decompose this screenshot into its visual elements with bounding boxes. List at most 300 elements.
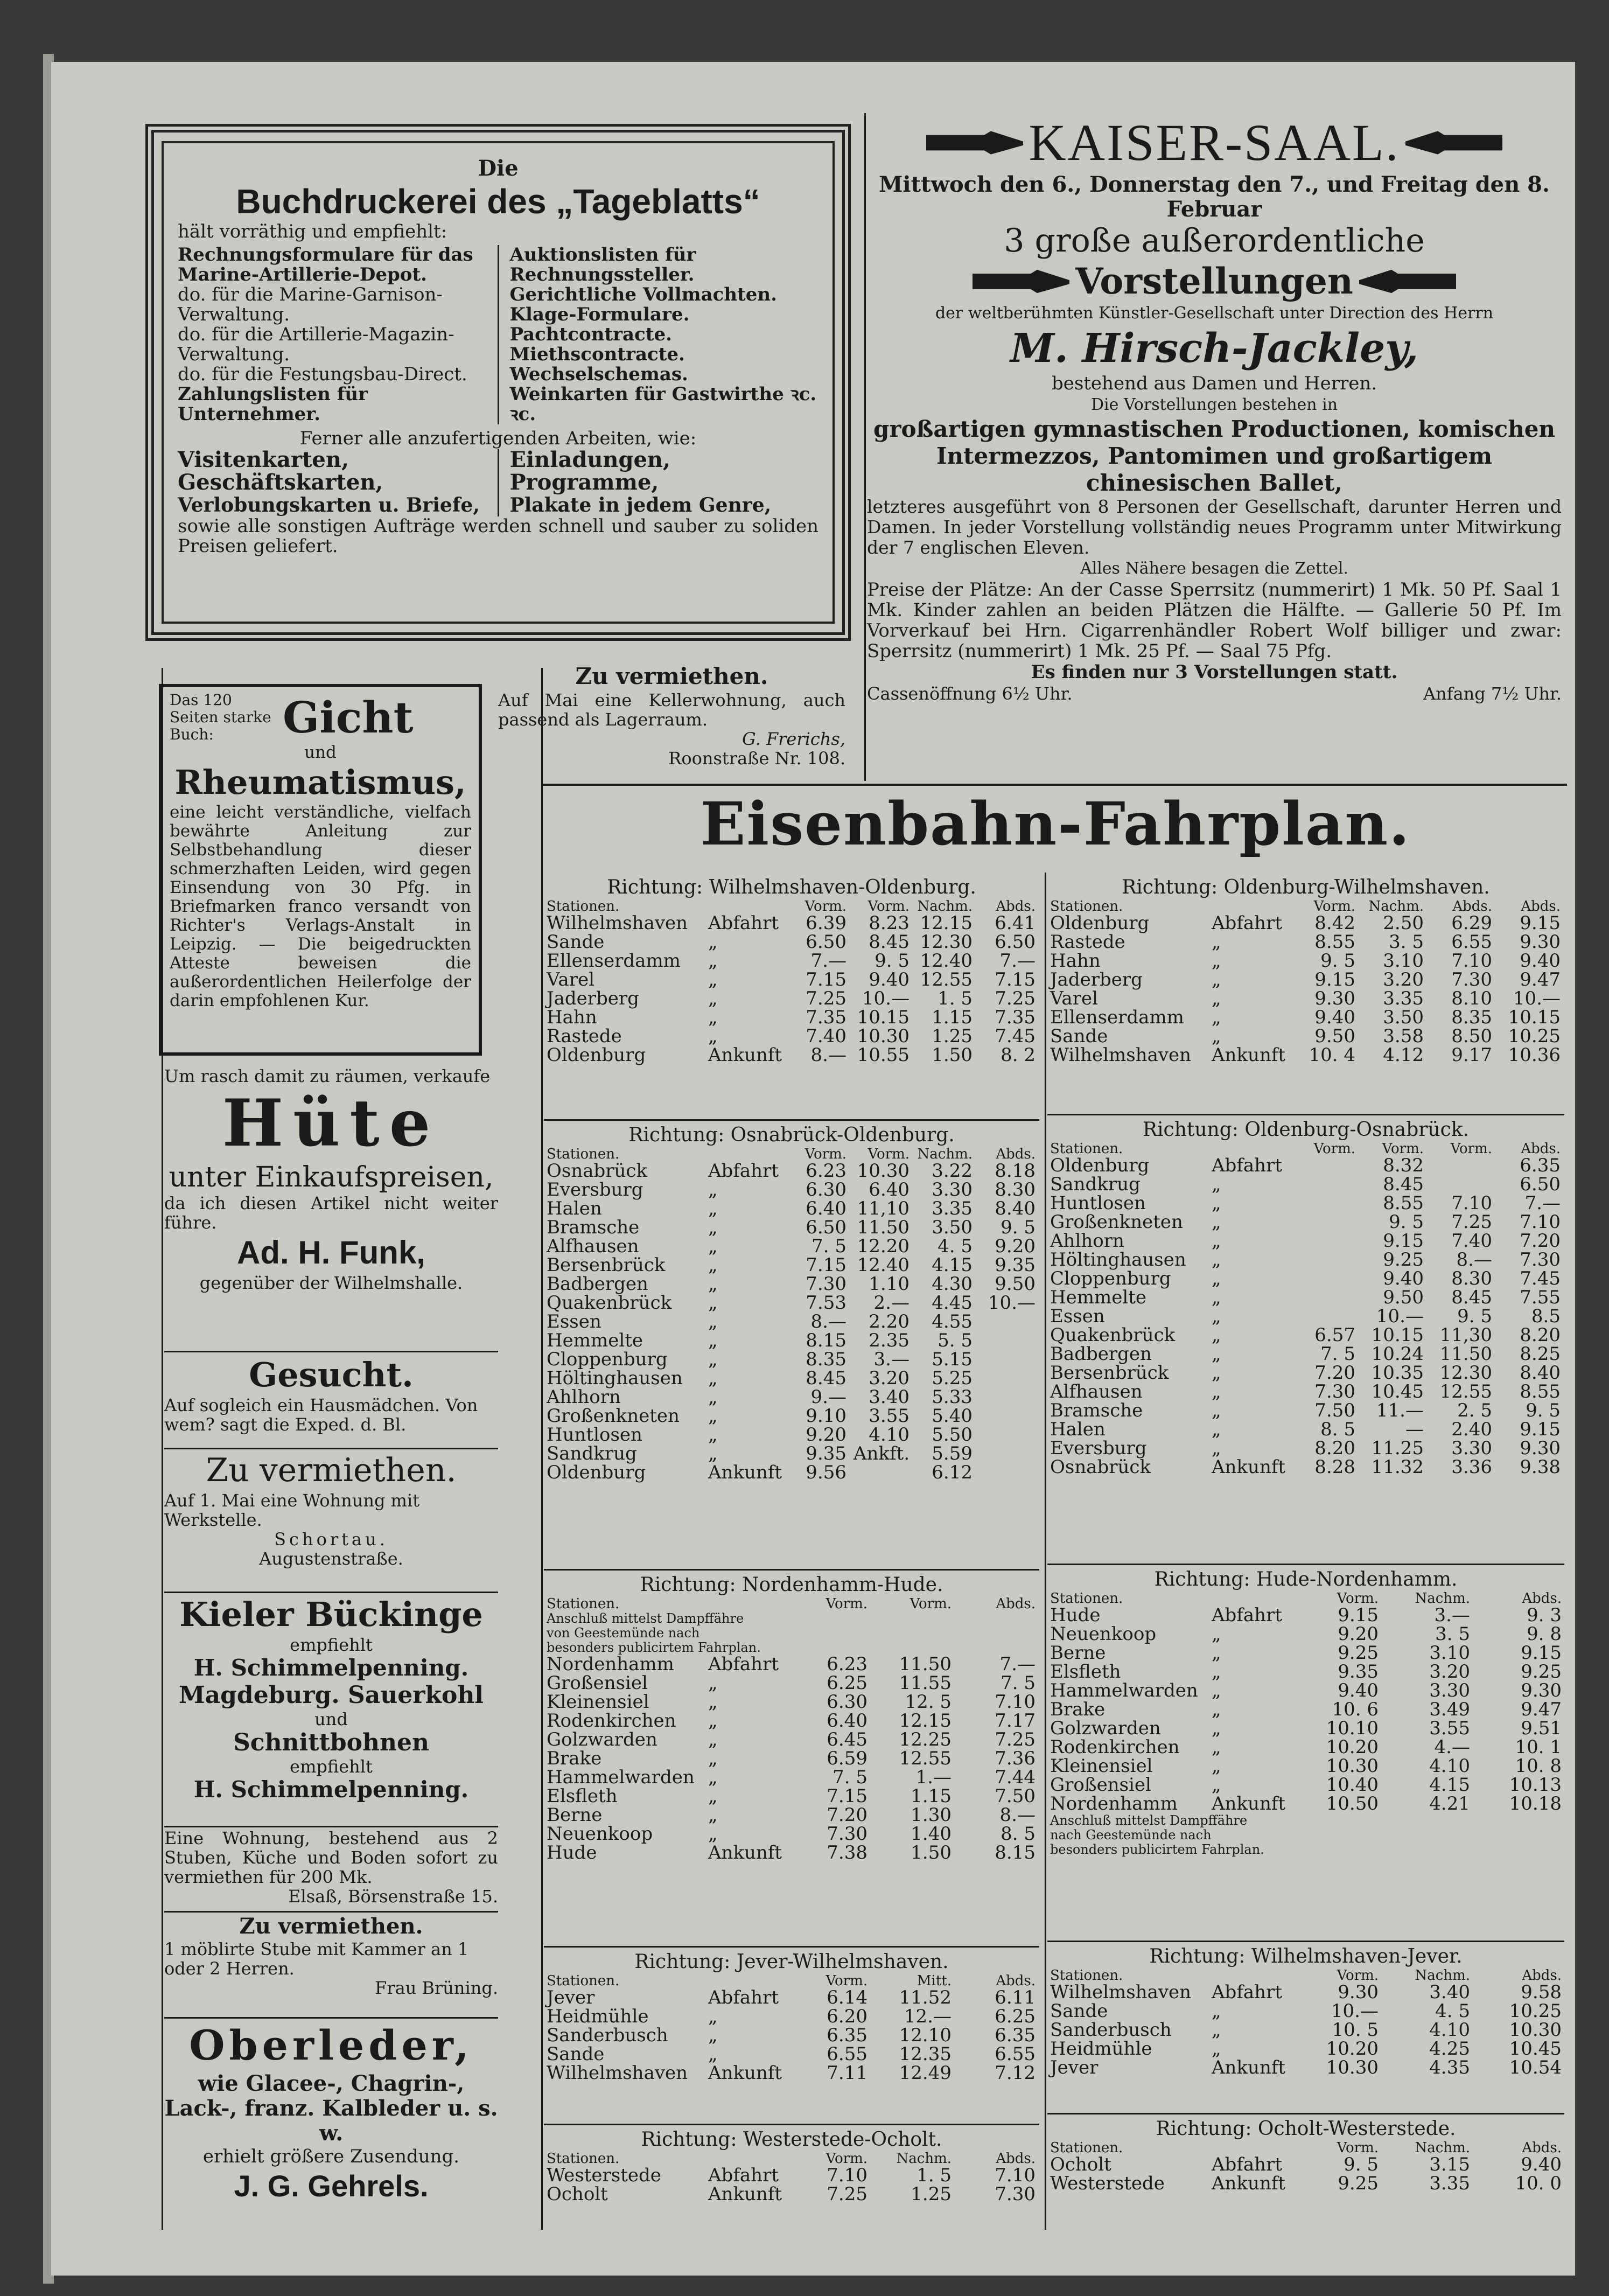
ad-left-col2: [178, 449, 499, 517]
station-name: Westerstede: [547, 2165, 661, 2186]
departure-time: 1.15: [932, 1007, 973, 1028]
timetable-column-header: Stationen.: [547, 1146, 620, 1162]
departure-time: 10. 4: [1309, 1044, 1355, 1066]
gesucht-body: Auf sogleich ein Hausmädchen. Von wem? sagt die Exped. d. Bl.: [164, 1395, 478, 1435]
station-name: Höltinghausen: [1050, 1249, 1186, 1271]
departure-time: 3.20: [1429, 1661, 1470, 1683]
kieler-und: und: [314, 1709, 348, 1729]
station-name: Bramsche: [1050, 1400, 1143, 1421]
departure-time: [1424, 1175, 1492, 1194]
pointing-hand-icon: [973, 267, 1069, 296]
departure-time: 8.—: [810, 1311, 847, 1332]
station-name: Neuenkoop: [1050, 1623, 1157, 1645]
departure-time: 3.40: [869, 1386, 910, 1408]
departure-time: 8.18: [995, 1160, 1036, 1182]
departure-time: 12.20: [857, 1236, 910, 1257]
timetable-row: [1050, 1795, 1562, 1813]
arrival-departure: „: [1212, 988, 1221, 1009]
departure-time: 8.15: [806, 1330, 847, 1351]
timetable-row: [1050, 1625, 1562, 1644]
timetable: [547, 1952, 1037, 2083]
arrival-departure: Ankunft: [1212, 2057, 1286, 2078]
ad-right-item: Miethscontracte.: [509, 344, 685, 365]
timetable-column-header: Stationen.: [1050, 1967, 1123, 1984]
timetable-row: [1050, 2174, 1562, 2193]
departure-time: 9. 5: [875, 950, 910, 972]
timetable-separator: [1047, 2113, 1564, 2114]
departure-time: 9.15: [1520, 912, 1561, 934]
departure-time: 6.50: [806, 1217, 847, 1238]
arrival-departure: „: [1212, 2000, 1221, 2022]
departure-time: 2.20: [869, 1311, 910, 1332]
station-name: Essen: [1050, 1306, 1105, 1327]
station-name: Alfhausen: [1050, 1381, 1143, 1402]
vermiethen1-body: Auf Mai eine Kellerwohnung, auch passend als Lagerraum.: [498, 690, 845, 730]
timetable-row: [547, 2064, 1037, 2083]
timetable-column-header: Vorm.: [868, 898, 910, 915]
departure-time: [1287, 1307, 1355, 1326]
timetable-row: [547, 1768, 1037, 1787]
ad-vermiethen-1: [498, 662, 845, 768]
arrival-departure: „: [1212, 1324, 1221, 1346]
ad-title: Buchdruckerei des „Tageblatts“: [236, 182, 760, 221]
arrival-departure: „: [1212, 2019, 1221, 2041]
departure-time: 12.49: [899, 2062, 952, 2084]
station-name: Jever: [547, 1987, 595, 2008]
arrival-departure: „: [1212, 1192, 1221, 1214]
departure-time: 7.15: [827, 1785, 868, 1807]
arrival-departure: Abfahrt: [708, 912, 779, 934]
timetable-row: [1050, 952, 1562, 971]
oberleder-erh: erhielt größere Zusendung.: [202, 2146, 460, 2167]
departure-time: [1287, 1269, 1355, 1288]
timetable-note: Anschluß mittelst Dampffähre von Geestemünde nach besonders publicirtem Fahrplan.: [547, 1611, 761, 1655]
timetable-row: [1050, 2155, 1562, 2174]
station-name: Sande: [547, 2043, 605, 2065]
departure-time: 9.50: [995, 1273, 1036, 1295]
departure-time: 4. 5: [1435, 2000, 1470, 2022]
timetable-row: [547, 1294, 1037, 1313]
departure-time: 10. 5: [1332, 2019, 1379, 2041]
timetable-row: [1050, 1458, 1562, 1477]
departure-time: 1.40: [911, 1823, 952, 1845]
station-name: Ocholt: [1050, 2154, 1111, 2175]
timetable-row: [547, 1275, 1037, 1294]
arrival-departure: „: [708, 1007, 718, 1028]
departure-time: 9.40: [1314, 1007, 1355, 1028]
ad-left2-item: Visitenkarten,: [178, 447, 349, 472]
departure-time: 5.59: [932, 1443, 973, 1464]
timetable-row: [547, 1350, 1037, 1369]
departure-time: 3.10: [1429, 1642, 1470, 1664]
departure-time: [973, 1313, 1036, 1331]
timetable-row: [547, 1844, 1037, 1862]
arrival-departure: „: [1212, 950, 1221, 972]
column-rule: [541, 668, 543, 2230]
timetable-title: Richtung: Ocholt-Westerstede.: [1156, 2118, 1456, 2140]
departure-time: 8.25: [1520, 1343, 1561, 1365]
kaisersaal-prog: großartigen gymnastischen Productionen, komischen Intermezzos, Pantomimen und großartigem chinesischen Ballet,: [873, 416, 1556, 496]
station-name: Essen: [547, 1311, 601, 1332]
station-name: Sandkrug: [1050, 1174, 1141, 1195]
ad-vermiethen-3: [164, 1914, 498, 1998]
vermiethen3-title: Zu vermiethen.: [239, 1914, 423, 1939]
arrival-departure: Ankunft: [708, 1842, 782, 1864]
ad-right-col: [499, 245, 819, 424]
timetable-column-header: Stationen.: [1050, 2140, 1123, 2156]
timetable-column-header: Vorm.: [1337, 1967, 1379, 1984]
arrival-departure: „: [1212, 1419, 1221, 1440]
departure-time: 9.20: [995, 1236, 1036, 1257]
huete-body: da ich diesen Artikel nicht weiter führe.: [164, 1193, 498, 1233]
arrival-departure: „: [1212, 931, 1221, 953]
departure-time: 10.30: [1326, 1755, 1379, 1777]
timetable-row: [1050, 1232, 1562, 1251]
ad-left-item: do. für die Festungsbau-Direct.: [178, 364, 467, 385]
station-name: Hemmelte: [547, 1330, 643, 1351]
timetable-column-header: [708, 2151, 783, 2166]
oberleder-title: Oberleder,: [189, 2021, 473, 2069]
departure-time: 9.38: [1520, 1456, 1561, 1478]
timetable-row: [1050, 1439, 1562, 1458]
ad-separator: [164, 1826, 498, 1827]
departure-time: 6.50: [806, 931, 847, 953]
vermiethen1-addr: Roonstraße Nr. 108.: [668, 748, 845, 769]
departure-time: 7.30: [806, 1273, 847, 1295]
timetable: [1050, 1570, 1562, 1857]
arrival-departure: „: [1212, 1025, 1221, 1047]
arrival-departure: „: [1212, 1774, 1221, 1796]
timetable: [1050, 1947, 1562, 2077]
departure-time: 1.—: [915, 1767, 952, 1788]
ad-left2-item: Geschäftskarten,: [178, 470, 383, 495]
ad-footer: sowie alle sonstigen Aufträge werden schnell und sauber zu soliden Preisen geliefert.: [178, 515, 819, 557]
departure-time: [973, 1407, 1036, 1426]
arrival-departure: „: [1212, 1268, 1221, 1289]
departure-time: 9.15: [1521, 1642, 1562, 1664]
departure-time: 3.36: [1451, 1456, 1492, 1478]
ad-ferner: Ferner alle anzufertigenden Arbeiten, wie:: [299, 428, 697, 449]
station-name: Wilhelmshaven: [547, 912, 688, 934]
departure-time: 3.35: [932, 1198, 973, 1219]
departure-time: 8.30: [995, 1179, 1036, 1201]
gicht-title2: Rheumatismus,: [174, 763, 466, 802]
departure-time: 6.55: [995, 2043, 1036, 2065]
departure-time: 10.—: [862, 988, 910, 1009]
timetable-column-header: Vorm.: [1313, 1141, 1355, 1157]
departure-time: 7.11: [827, 2062, 868, 2084]
timetable-title: Richtung: Westerstede-Ocholt.: [641, 2128, 942, 2151]
timetable-column-header: Abds.: [1521, 898, 1561, 915]
departure-time: 12.35: [899, 2043, 952, 2065]
timetable-row: [547, 1162, 1037, 1181]
timetable-row: [547, 1825, 1037, 1844]
arrival-departure: „: [708, 1367, 718, 1389]
departure-time: 10. 8: [1515, 1755, 1562, 1777]
departure-time: 1. 5: [917, 2165, 952, 2186]
timetable-row: [547, 1407, 1037, 1426]
timetable-column-header: Nachm.: [917, 898, 973, 915]
ad-separator: [164, 1448, 498, 1449]
departure-time: 12.40: [920, 950, 973, 972]
departure-time: 6.45: [827, 1729, 868, 1750]
ad-right-item: Auktionslisten für Rechnungssteller.: [509, 244, 696, 285]
timetable-column-header: Mitt.: [917, 1973, 952, 1989]
timetable-column-header: [708, 1596, 783, 1611]
departure-time: 9.30: [1338, 1981, 1379, 2003]
kieler-t2: Magdeburg. Sauerkohl: [178, 1681, 484, 1709]
departure-time: 3.—: [873, 1349, 910, 1370]
timetable-column-header: Stationen.: [547, 1973, 620, 1989]
departure-time: 10.—: [988, 1292, 1036, 1314]
departure-time: 4.55: [932, 1311, 973, 1332]
departure-time: 7. 5: [1320, 1343, 1355, 1365]
ad-right2-item: Einladungen,: [509, 447, 670, 472]
station-name: Badbergen: [1050, 1343, 1152, 1365]
arrival-departure: „: [1212, 1211, 1221, 1233]
arrival-departure: „: [1212, 1661, 1221, 1683]
arrival-departure: Abfahrt: [1212, 912, 1282, 934]
arrival-departure: „: [1212, 1680, 1221, 1701]
departure-time: 10.13: [1509, 1774, 1562, 1796]
departure-time: 12.—: [904, 2006, 952, 2027]
timetable-column-header: Nachm.: [1415, 1590, 1470, 1607]
departure-time: [1287, 1175, 1355, 1194]
departure-time: 6.39: [806, 912, 847, 934]
departure-time: 9.17: [1451, 1044, 1492, 1066]
departure-time: 8.45: [869, 931, 910, 953]
departure-time: 6.55: [827, 2043, 868, 2065]
arrival-departure: „: [1212, 1755, 1221, 1777]
timetable-header-row: [1050, 2140, 1562, 2155]
station-name: Rastede: [547, 1025, 622, 1047]
kaisersaal-name: M. Hirsch-Jackley,: [1010, 325, 1418, 372]
departure-time: 1.25: [932, 1025, 973, 1047]
departure-time: 8. 5: [1001, 1823, 1036, 1845]
station-name: Huntlosen: [1050, 1192, 1146, 1214]
arrival-departure: „: [1212, 1343, 1221, 1365]
departure-time: 3.50: [932, 1217, 973, 1238]
huete-addr: gegenüber der Wilhelmshalle.: [199, 1273, 463, 1293]
kaisersaal-vorstellungen: Vorstellungen: [1075, 260, 1353, 302]
timetable-row: [547, 1444, 1037, 1463]
kaisersaal-letzteres: letzteres ausgeführt von 8 Personen der Gesellschaft, darunter Herren und Damen. In jeder Vorstellung vollständig neues Programm unter Mitwirkung der 7 englischen Eleven.: [867, 496, 1562, 558]
departure-time: 10. 6: [1332, 1699, 1379, 1720]
departure-time: 7.20: [1314, 1362, 1355, 1384]
kieler-emp: empfiehlt: [290, 1635, 373, 1655]
ad-buchdruckerei: [178, 156, 819, 556]
timetable-column-header: Stationen.: [547, 898, 620, 915]
timetable-row: [1050, 2040, 1562, 2058]
departure-time: 8.—: [999, 1804, 1036, 1826]
departure-time: 3.58: [1383, 1025, 1424, 1047]
timetable-row: [547, 971, 1037, 989]
departure-time: [973, 1331, 1036, 1350]
timetable: [547, 1575, 1037, 1862]
departure-time: 6.59: [827, 1748, 868, 1769]
departure-time: 9.58: [1521, 1981, 1562, 2003]
arrival-departure: „: [708, 1729, 718, 1750]
departure-time: 10.20: [1326, 2038, 1379, 2060]
arrival-departure: „: [708, 950, 718, 972]
ad-gesucht: [164, 1355, 498, 1434]
timetable-row: [547, 1369, 1037, 1388]
gicht-pre: Das 120 Seiten starke Buch:: [170, 691, 271, 743]
departure-time: 7.25: [806, 988, 847, 1009]
oberleder-body: wie Glacee-, Chagrin-, Lack-, franz. Kalbleder u. s. w.: [164, 2071, 498, 2146]
timetable-row: [1050, 1326, 1562, 1345]
timetable-row: [547, 1730, 1037, 1749]
station-name: Nordenhamm: [547, 1653, 674, 1675]
departure-time: 7.30: [1520, 1249, 1561, 1271]
departure-time: 6.30: [806, 1179, 847, 1201]
departure-time: 10.30: [1326, 2057, 1379, 2078]
departure-time: [973, 1444, 1036, 1463]
timetable-column-header: Abds.: [1522, 2140, 1562, 2156]
station-name: Sandkrug: [547, 1443, 637, 1464]
departure-time: 8. 5: [1320, 1419, 1355, 1440]
arrival-departure: „: [708, 1405, 718, 1427]
kaisersaal-alles: Alles Nähere besagen die Zettel.: [1080, 559, 1349, 578]
departure-time: [1424, 1156, 1492, 1175]
departure-time: 7.10: [1451, 1192, 1492, 1214]
departure-time: 3. 5: [1389, 931, 1424, 953]
station-name: Brake: [547, 1748, 602, 1769]
vermiethen2-body: Auf 1. Mai eine Wohnung mit Werkstelle.: [164, 1490, 420, 1530]
timetable-column-header: Nachm.: [1415, 1967, 1470, 1984]
timetable-separator: [544, 1119, 1039, 1121]
departure-time: 6.20: [827, 2006, 868, 2027]
timetable-header-row: [547, 1147, 1037, 1162]
arrival-departure: „: [708, 1710, 718, 1732]
timetable-row: [1050, 971, 1562, 989]
departure-time: 8.10: [1451, 988, 1492, 1009]
arrival-departure: „: [1212, 1287, 1221, 1308]
ad-intro: hält vorräthig und empfiehlt:: [178, 221, 447, 242]
departure-time: 10.25: [1508, 1025, 1561, 1047]
departure-time: 9.10: [806, 1405, 847, 1427]
station-name: Elsfleth: [547, 1785, 618, 1807]
arrival-departure: „: [708, 1273, 718, 1295]
departure-time: 6.23: [827, 1653, 868, 1675]
departure-time: 10. 1: [1515, 1736, 1562, 1758]
timetable-row: [547, 1046, 1037, 1065]
departure-time: 5.33: [932, 1386, 973, 1408]
station-name: Eversburg: [547, 1179, 643, 1201]
departure-time: 7.25: [995, 1729, 1036, 1750]
timetable-column-header: Nachm.: [1415, 2140, 1470, 2156]
timetable-row: [1050, 1175, 1562, 1194]
departure-time: 9.35: [995, 1254, 1036, 1276]
ad-die: Die: [478, 156, 519, 181]
timetable-column-header: Stationen.: [1050, 1141, 1123, 1157]
arrival-departure: Ankunft: [708, 2183, 782, 2205]
arrival-departure: Abfahrt: [1212, 2154, 1282, 2175]
departure-time: 3.22: [932, 1160, 973, 1182]
departure-time: 8.40: [1520, 1362, 1561, 1384]
departure-time: 9. 5: [1001, 1217, 1036, 1238]
station-name: Badbergen: [547, 1273, 648, 1295]
arrival-departure: „: [708, 1349, 718, 1370]
timetable-row: [1050, 2021, 1562, 2040]
kaisersaal-es: Es finden nur 3 Vorstellungen statt.: [1031, 661, 1398, 683]
timetable-row: [547, 914, 1037, 933]
departure-time: —: [1405, 1419, 1424, 1440]
timetable-row: [1050, 1757, 1562, 1776]
station-name: Jever: [1050, 2057, 1099, 2078]
timetable-row: [1050, 914, 1562, 933]
arrival-departure: Abfahrt: [1212, 1981, 1282, 2003]
departure-time: 3.55: [869, 1405, 910, 1427]
arrival-departure: „: [1212, 1437, 1221, 1459]
timetable-row: [1050, 2002, 1562, 2021]
timetable-row: [1050, 1027, 1562, 1046]
ad-left2-item: Verlobungskarten u. Briefe,: [178, 494, 480, 517]
departure-time: 3.30: [1429, 1680, 1470, 1701]
station-name: Alfhausen: [547, 1236, 639, 1257]
station-name: Hemmelte: [1050, 1287, 1147, 1308]
timetable-separator: [1047, 1564, 1564, 1565]
arrival-departure: „: [1212, 1736, 1221, 1758]
departure-time: 7.10: [1451, 950, 1492, 972]
kaisersaal-die: Die Vorstellungen bestehen in: [1090, 395, 1338, 414]
arrival-departure: „: [708, 1311, 718, 1332]
station-name: Golzwarden: [547, 1729, 657, 1750]
station-name: Bramsche: [547, 1217, 640, 1238]
departure-time: 8.30: [1451, 1268, 1492, 1289]
timetable-row: [1050, 1606, 1562, 1625]
station-name: Osnabrück: [547, 1160, 648, 1182]
departure-time: 6.12: [932, 1462, 973, 1483]
timetable-title: Richtung: Nordenhamm-Hude.: [640, 1574, 943, 1596]
timetable-title: Richtung: Wilhelmshaven-Jever.: [1149, 1945, 1463, 1967]
station-name: Hammelwarden: [547, 1767, 695, 1788]
station-name: Großensiel: [547, 1672, 648, 1694]
timetable-title: Richtung: Osnabrück-Oldenburg.: [628, 1124, 955, 1146]
kaisersaal-bestehend: bestehend aus Damen und Herren.: [1051, 373, 1377, 394]
departure-time: 10.15: [1371, 1324, 1424, 1346]
arrival-departure: „: [1212, 1381, 1221, 1402]
arrival-departure: „: [1212, 1230, 1221, 1252]
departure-time: 7.55: [1520, 1287, 1561, 1308]
departure-time: 6.14: [827, 1987, 868, 2008]
arrival-departure: „: [708, 931, 718, 953]
timetable-column-header: Stationen.: [547, 2151, 620, 2167]
timetable-row: [547, 1693, 1037, 1712]
arrival-departure: „: [708, 969, 718, 990]
departure-time: 4.10: [869, 1424, 910, 1446]
arrival-departure: „: [708, 1672, 718, 1694]
station-name: Osnabrück: [1050, 1456, 1151, 1478]
departure-time: 6.23: [806, 1160, 847, 1182]
station-name: Jaderberg: [547, 988, 639, 1009]
departure-time: 8.42: [1314, 912, 1355, 934]
pointing-hand-icon: [926, 127, 1023, 159]
timetable: [1050, 878, 1562, 1065]
departure-time: [1287, 1288, 1355, 1307]
timetable-note: Anschluß mittelst Dampffähre nach Geestemünde nach besonders publicirtem Fahrplan.: [1050, 1813, 1264, 1857]
departure-time: 10.30: [857, 1025, 910, 1047]
station-name: Bersenbrück: [1050, 1362, 1169, 1384]
timetable: [1050, 2119, 1562, 2193]
departure-time: 8.35: [806, 1349, 847, 1370]
departure-time: 5. 5: [938, 1330, 973, 1351]
arrival-departure: „: [1212, 1623, 1221, 1645]
departure-time: 9.47: [1520, 969, 1561, 990]
departure-time: 7.45: [1520, 1268, 1561, 1289]
timetable-row: [547, 1237, 1037, 1256]
vermiethen3-body: 1 möblirte Stube mit Kammer an 1 oder 2 Herren.: [164, 1939, 469, 1979]
